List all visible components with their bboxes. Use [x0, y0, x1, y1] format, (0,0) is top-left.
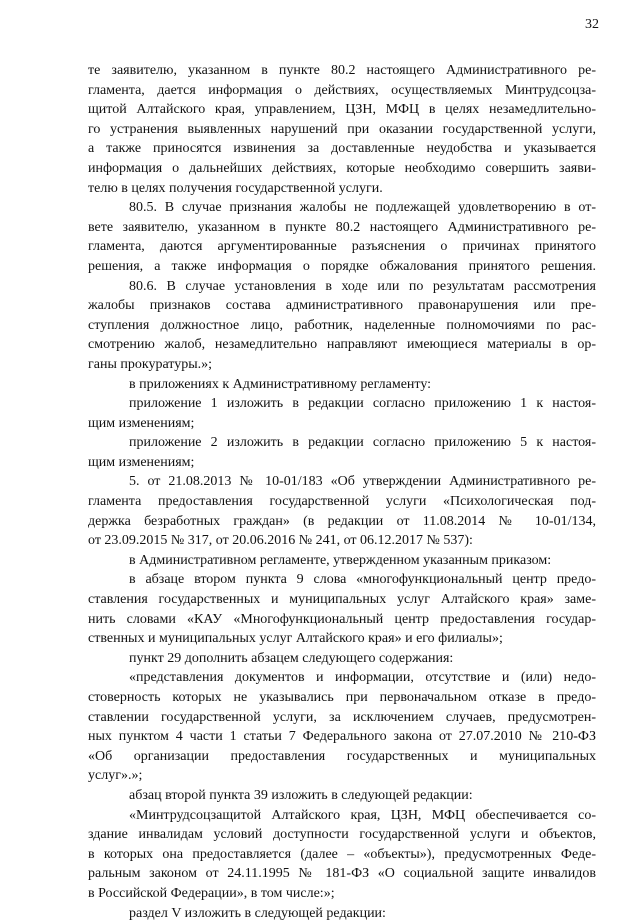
- text-line: «Об организации предоставления государственных и муниципальных: [88, 748, 596, 764]
- text-line: в Российской Федерации», в том числе:»;: [88, 885, 335, 901]
- text-line: стоверность которых не указывались при первоначальном отказе в предо-: [88, 690, 596, 705]
- text-line: смотрению жалоб, незамедлительно направляют имеющиеся материалы в ор-: [88, 337, 596, 353]
- text-line: а также приносятся извинения за доставленные неудобства и указывается: [88, 141, 596, 157]
- text-line: раздел V изложить в следующей редакции:: [129, 905, 386, 921]
- text-line: приложение 1 изложить в редакции согласно приложению 1 к настоя-: [129, 396, 596, 412]
- text-line: приложение 2 изложить в редакции согласно приложению 5 к настоя-: [129, 435, 596, 451]
- text-line: ганы прокуратуры.»;: [88, 356, 213, 372]
- text-line: го устранения выявленных нарушений при оказании государственной услуги,: [88, 121, 596, 137]
- text-line: от 23.09.2015 № 317, от 20.06.2016 № 241, от 06.12.2017 № 537):: [88, 533, 473, 549]
- text-line: щим изменениям;: [88, 454, 195, 470]
- text-line: в которых она предоставляется (далее – «объекты»), предусмотренных Феде-: [88, 846, 596, 862]
- text-line: вете заявителю, указанном в пункте 80.2 настоящего Административного ре-: [88, 219, 596, 235]
- text-line: ставления государственных и муниципальных услуг Алтайского края» заме-: [88, 592, 596, 608]
- text-line: информация о дальнейших действиях, которые необходимо совершить заяви-: [88, 160, 596, 176]
- text-line: «Минтрудсоцзащитой Алтайского края, ЦЗН, МФЦ обеспечивается со-: [129, 807, 596, 823]
- text-line: нить словами «КАУ «Многофункциональный центр предоставления государ-: [88, 611, 596, 627]
- text-line: телю в целях получения государственной услуги.: [88, 180, 383, 196]
- text-line: гламента предоставления государственной услуги «Психологическая под-: [88, 494, 596, 510]
- text-line: услуг».»;: [88, 768, 143, 784]
- text-line: в Административном регламенте, утвержденном указанным приказом:: [129, 552, 552, 568]
- text-line: гламента, даются аргументированные разъяснения о причинах принятого: [88, 239, 596, 255]
- text-line: решения, а также информация о порядке обжалования принятого решения.: [88, 258, 596, 274]
- text-line: в абзаце втором пункта 9 слова «многофункциональный центр предо-: [129, 572, 596, 588]
- text-line: жалобы признаков состава административного правонарушения или пре-: [88, 298, 596, 314]
- text-line: абзац второй пункта 39 изложить в следующей редакции:: [129, 787, 473, 803]
- text-line: ступления должностное лицо, работник, наделенные полномочиями по рас-: [88, 317, 596, 333]
- text-line: гламента, дается информация о действиях, осуществляемых Минтрудсоцза-: [88, 82, 596, 98]
- text-line: в приложениях к Административному регламенту:: [129, 376, 432, 392]
- text-line: 80.6. В случае установления в ходе или по результатам рассмотрения: [129, 278, 596, 294]
- text-line: держка безработных граждан» (в редакции от 11.08.2014 № 10-01/134,: [88, 513, 596, 529]
- text-line: «представления документов и информации, отсутствие и (или) недо-: [129, 670, 596, 686]
- text-line: здание инвалидам условий доступности государственной услуги и объектов,: [88, 827, 596, 843]
- text-line: ставлении государственной услуги, за исключением случаев, предусмотрен-: [88, 709, 596, 725]
- text-line: ральным законом от 24.11.1995 № 181-ФЗ «О социальной защите инвалидов: [88, 866, 596, 882]
- text-line: ных пунктом 4 части 1 статьи 7 Федерального закона от 27.07.2010 № 210-ФЗ: [88, 729, 596, 745]
- text-line: пункт 29 дополнить абзацем следующего содержания:: [129, 650, 454, 666]
- page-number: 32: [585, 17, 599, 32]
- text-line: щим изменениям;: [88, 415, 195, 431]
- text-line: ственных и муниципальных услуг Алтайского края» и его филиалы»;: [88, 631, 503, 647]
- text-line: 5. от 21.08.2013 № 10-01/183 «Об утверждении Административного ре-: [129, 474, 596, 490]
- text-line: те заявителю, указанном в пункте 80.2 настоящего Административного ре-: [88, 63, 596, 78]
- text-line: 80.5. В случае признания жалобы не подлежащей удовлетворению в от-: [129, 200, 596, 216]
- document-body: [88, 61, 596, 923]
- text-line: щитой Алтайского края, управлением, ЦЗН, МФЦ в целях незамедлительно-: [88, 102, 596, 118]
